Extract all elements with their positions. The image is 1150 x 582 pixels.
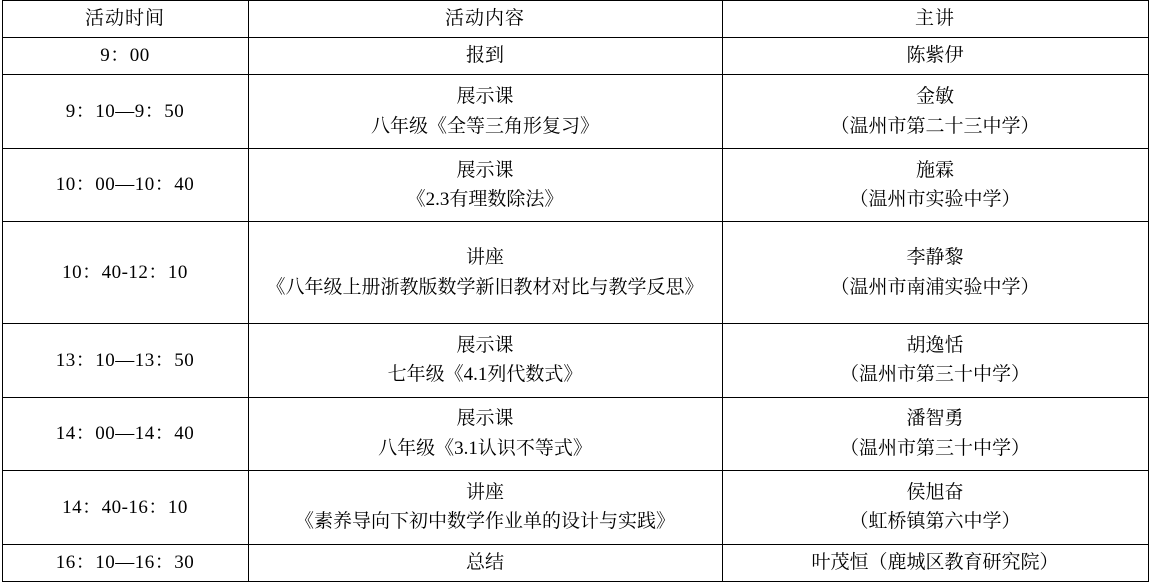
cell-speaker [722,324,1148,398]
cell-content [248,397,722,471]
cell-content [248,222,722,324]
cell-content [248,75,722,149]
speaker-org-line: （温州市第三十中学） [839,364,1030,386]
cell-content [248,471,722,545]
speaker-line: 潘智勇 [906,408,964,430]
content-line: 讲座 [465,247,504,269]
speaker-line: 胡逸恬 [906,334,964,356]
time-line: 9：10—9：50 [65,100,185,122]
time-line: 16：10—16：30 [55,552,195,574]
time-line: 10：00—10：40 [55,174,195,196]
speaker-line: 叶茂恒（鹿城区教育研究院） [811,552,1059,574]
content-line: 展示课 [456,159,514,181]
content-line: 八年级《全等三角形复习》 [370,115,599,137]
speaker-line: 李静黎 [906,247,964,269]
cell-speaker [722,544,1148,581]
content-line: 展示课 [456,334,514,356]
speaker-org-line: （温州市南浦实验中学） [830,276,1040,298]
cell-time [2,397,248,471]
content-line: 报到 [465,45,504,67]
content-line: 《2.3有理数除法》 [406,189,564,211]
table-header-row [2,1,1148,38]
table-row [2,324,1148,398]
content-line: 七年级《4.1列代数式》 [387,364,583,386]
table-body [2,38,1148,582]
content-line: 展示课 [456,86,514,108]
cell-speaker [722,397,1148,471]
speaker-line: 侯旭奋 [906,481,964,503]
speaker-line: 陈紫伊 [906,45,964,67]
table-row [2,544,1148,581]
cell-content [248,324,722,398]
cell-time [2,324,248,398]
cell-content [248,544,722,581]
column-header-time: 活动时间 [2,1,248,38]
content-line: 展示课 [456,408,514,430]
cell-time [2,148,248,222]
content-line: 《素养导向下初中数学作业单的设计与实践》 [294,511,675,533]
speaker-line: 金敏 [915,86,954,108]
cell-time [2,471,248,545]
cell-speaker [722,38,1148,75]
time-line: 9：00 [100,45,150,67]
speaker-org-line: （温州市实验中学） [849,189,1021,211]
speaker-line: 施霖 [915,159,954,181]
cell-time [2,222,248,324]
cell-speaker [722,471,1148,545]
table-row [2,148,1148,222]
time-line: 13：10—13：50 [55,349,195,371]
cell-time [2,38,248,75]
speaker-org-line: （温州市第二十三中学） [830,115,1040,137]
table-row [2,471,1148,545]
table-row [2,397,1148,471]
cell-time [2,544,248,581]
cell-speaker [722,222,1148,324]
column-header-content: 活动内容 [248,1,722,38]
table-row [2,38,1148,75]
table-row [2,75,1148,149]
cell-content [248,148,722,222]
content-line: 八年级《3.1认识不等式》 [378,437,592,459]
schedule-table [2,0,1149,582]
column-header-speaker: 主讲 [722,1,1148,38]
content-line: 《八年级上册浙教版数学新旧教材对比与教学反思》 [266,276,704,298]
cell-time [2,75,248,149]
cell-content [248,38,722,75]
speaker-org-line: （温州市第三十中学） [839,437,1030,459]
cell-speaker [722,148,1148,222]
content-line: 讲座 [465,481,504,503]
time-line: 14：40-16：10 [62,496,188,518]
time-line: 10：40-12：10 [62,261,188,283]
content-line: 总结 [465,552,504,574]
cell-speaker [722,75,1148,149]
time-line: 14：00—14：40 [55,423,195,445]
speaker-org-line: （虹桥镇第六中学） [849,511,1021,533]
table-row [2,222,1148,324]
